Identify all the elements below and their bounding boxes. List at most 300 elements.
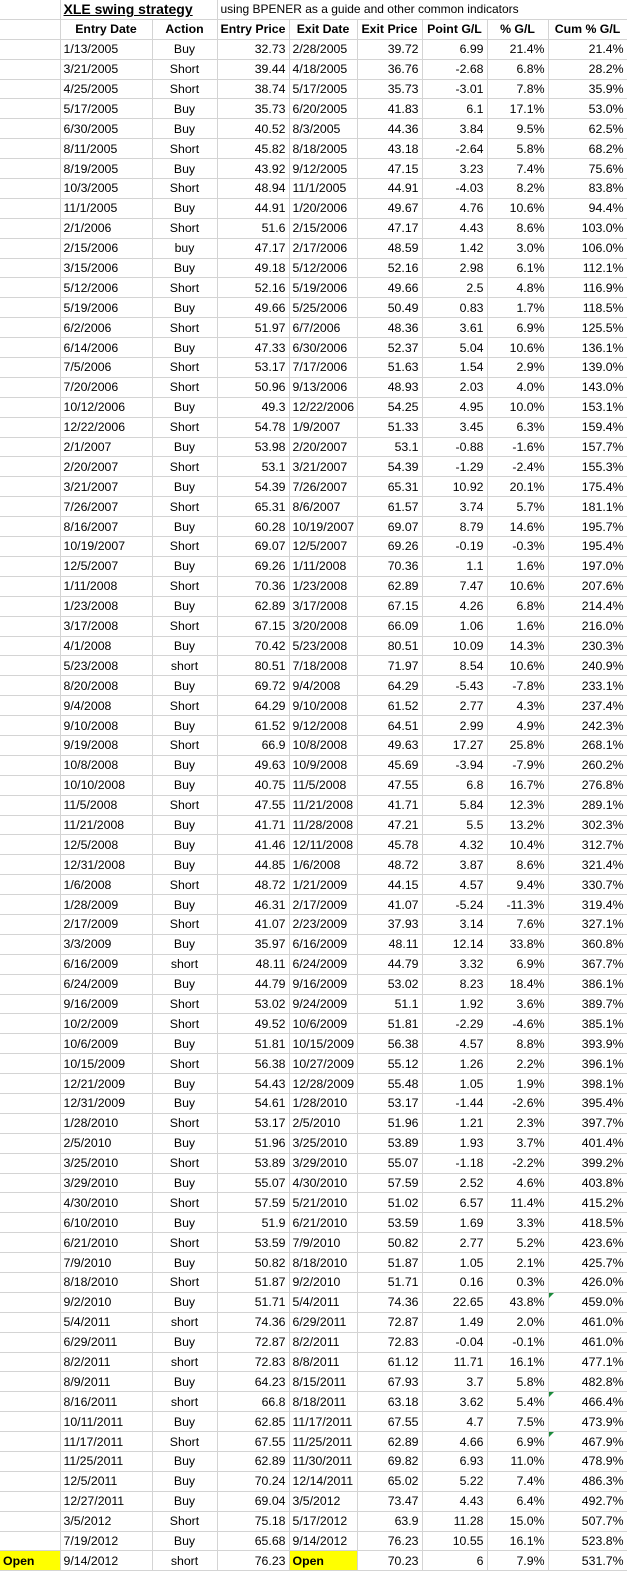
cell-exit-price[interactable]: 48.93: [357, 377, 422, 397]
cell-point-gl[interactable]: 10.55: [422, 1531, 487, 1551]
cell[interactable]: [0, 1093, 60, 1113]
cell-point-gl[interactable]: 1.1: [422, 556, 487, 576]
cell-entry-date[interactable]: 12/27/2011: [60, 1491, 152, 1511]
cell-exit-price[interactable]: 65.02: [357, 1471, 422, 1491]
cell-entry-date[interactable]: 8/2/2011: [60, 1352, 152, 1372]
cell-action[interactable]: Short: [152, 79, 217, 99]
cell-exit-date[interactable]: 1/6/2008: [289, 855, 357, 875]
cell-exit-price[interactable]: 52.16: [357, 258, 422, 278]
header-entry-date[interactable]: Entry Date: [60, 19, 152, 39]
cell-pct-gl[interactable]: 15.0%: [487, 1511, 548, 1531]
cell-exit-date[interactable]: 8/18/2011: [289, 1392, 357, 1412]
cell-entry-price[interactable]: 76.23: [217, 1551, 289, 1571]
cell-exit-date[interactable]: 2/17/2009: [289, 895, 357, 915]
cell-pct-gl[interactable]: 6.3%: [487, 417, 548, 437]
cell-action[interactable]: Short: [152, 914, 217, 934]
cell-pct-gl[interactable]: 4.8%: [487, 278, 548, 298]
cell-point-gl[interactable]: 8.54: [422, 656, 487, 676]
cell-exit-date[interactable]: 4/30/2010: [289, 1173, 357, 1193]
cell-cum-pct-gl[interactable]: 35.9%: [548, 79, 627, 99]
cell[interactable]: [0, 0, 60, 19]
cell-cum-pct-gl[interactable]: 477.1%: [548, 1352, 627, 1372]
cell-exit-price[interactable]: 69.26: [357, 537, 422, 557]
cell-point-gl[interactable]: 4.57: [422, 875, 487, 895]
cell-action[interactable]: Buy: [152, 198, 217, 218]
cell-action[interactable]: Short: [152, 795, 217, 815]
cell-pct-gl[interactable]: 12.3%: [487, 795, 548, 815]
cell-exit-date[interactable]: 4/18/2005: [289, 59, 357, 79]
cell-exit-date[interactable]: 12/11/2008: [289, 835, 357, 855]
cell-cum-pct-gl[interactable]: 395.4%: [548, 1093, 627, 1113]
cell-entry-price[interactable]: 49.63: [217, 755, 289, 775]
cell-entry-date[interactable]: 9/16/2009: [60, 994, 152, 1014]
cell-cum-pct-gl[interactable]: 103.0%: [548, 218, 627, 238]
cell-entry-price[interactable]: 66.9: [217, 735, 289, 755]
cell-entry-price[interactable]: 54.78: [217, 417, 289, 437]
cell-entry-price[interactable]: 53.59: [217, 1233, 289, 1253]
cell-entry-date[interactable]: 1/11/2008: [60, 576, 152, 596]
cell-point-gl[interactable]: 4.26: [422, 596, 487, 616]
cell-pct-gl[interactable]: 5.7%: [487, 497, 548, 517]
cell-exit-date[interactable]: 9/4/2008: [289, 676, 357, 696]
cell-action[interactable]: Buy: [152, 934, 217, 954]
cell[interactable]: [0, 99, 60, 119]
cell-entry-price[interactable]: 46.31: [217, 895, 289, 915]
cell-exit-price[interactable]: 48.36: [357, 318, 422, 338]
cell-point-gl[interactable]: 4.32: [422, 835, 487, 855]
cell-point-gl[interactable]: 1.06: [422, 616, 487, 636]
cell-point-gl[interactable]: -3.94: [422, 755, 487, 775]
cell-cum-pct-gl[interactable]: 181.1%: [548, 497, 627, 517]
cell[interactable]: [0, 119, 60, 139]
cell-exit-date[interactable]: 8/6/2007: [289, 497, 357, 517]
cell-exit-date[interactable]: 1/28/2010: [289, 1093, 357, 1113]
cell[interactable]: [0, 1153, 60, 1173]
cell-exit-price[interactable]: 76.23: [357, 1531, 422, 1551]
header-entry-price[interactable]: Entry Price: [217, 19, 289, 39]
cell-exit-date[interactable]: 6/30/2006: [289, 338, 357, 358]
cell-point-gl[interactable]: 1.54: [422, 358, 487, 378]
cell-pct-gl[interactable]: 1.6%: [487, 616, 548, 636]
cell-entry-date[interactable]: 8/18/2010: [60, 1273, 152, 1293]
cell-entry-date[interactable]: 3/29/2010: [60, 1173, 152, 1193]
cell-pct-gl[interactable]: 7.8%: [487, 79, 548, 99]
cell[interactable]: [0, 954, 60, 974]
cell-entry-price[interactable]: 35.73: [217, 99, 289, 119]
cell-pct-gl[interactable]: 5.4%: [487, 1392, 548, 1412]
cell-exit-date[interactable]: 1/23/2008: [289, 576, 357, 596]
cell[interactable]: [0, 994, 60, 1014]
cell-action[interactable]: Buy: [152, 855, 217, 875]
cell-point-gl[interactable]: 5.5: [422, 815, 487, 835]
cell-point-gl[interactable]: 11.71: [422, 1352, 487, 1372]
cell-entry-date[interactable]: 1/6/2008: [60, 875, 152, 895]
cell-exit-price[interactable]: 64.51: [357, 716, 422, 736]
cell[interactable]: [0, 1133, 60, 1153]
cell-cum-pct-gl[interactable]: 106.0%: [548, 238, 627, 258]
cell-entry-price[interactable]: 40.52: [217, 119, 289, 139]
cell-exit-price[interactable]: 41.71: [357, 795, 422, 815]
cell-entry-date[interactable]: 8/11/2005: [60, 139, 152, 159]
cell-entry-price[interactable]: 38.74: [217, 79, 289, 99]
cell-entry-date[interactable]: 3/15/2006: [60, 258, 152, 278]
cell-point-gl[interactable]: 8.23: [422, 974, 487, 994]
cell-entry-price[interactable]: 53.98: [217, 437, 289, 457]
cell-pct-gl[interactable]: 6.9%: [487, 318, 548, 338]
cell-cum-pct-gl[interactable]: 459.0%: [548, 1292, 627, 1312]
cell-cum-pct-gl[interactable]: 230.3%: [548, 636, 627, 656]
cell-cum-pct-gl[interactable]: 237.4%: [548, 696, 627, 716]
cell-exit-price[interactable]: 57.59: [357, 1173, 422, 1193]
cell-entry-price[interactable]: 53.89: [217, 1153, 289, 1173]
cell-pct-gl[interactable]: -4.6%: [487, 1014, 548, 1034]
cell-point-gl[interactable]: 12.14: [422, 934, 487, 954]
cell-point-gl[interactable]: 0.83: [422, 298, 487, 318]
cell-exit-price[interactable]: 54.39: [357, 457, 422, 477]
cell-pct-gl[interactable]: 16.7%: [487, 775, 548, 795]
cell[interactable]: [0, 139, 60, 159]
cell-pct-gl[interactable]: 8.6%: [487, 218, 548, 238]
cell-entry-date[interactable]: 12/31/2009: [60, 1093, 152, 1113]
cell[interactable]: [0, 397, 60, 417]
cell-exit-price[interactable]: 47.21: [357, 815, 422, 835]
cell-entry-date[interactable]: 10/10/2008: [60, 775, 152, 795]
header-pct-gl[interactable]: % G/L: [487, 19, 548, 39]
cell-entry-date[interactable]: 3/17/2008: [60, 616, 152, 636]
cell-point-gl[interactable]: 3.23: [422, 159, 487, 179]
cell-cum-pct-gl[interactable]: 423.6%: [548, 1233, 627, 1253]
cell[interactable]: [0, 358, 60, 378]
cell-entry-price[interactable]: 51.97: [217, 318, 289, 338]
cell-pct-gl[interactable]: -0.3%: [487, 537, 548, 557]
cell-exit-price[interactable]: 63.18: [357, 1392, 422, 1412]
cell-action[interactable]: Buy: [152, 477, 217, 497]
cell-cum-pct-gl[interactable]: 68.2%: [548, 139, 627, 159]
cell-entry-price[interactable]: 40.75: [217, 775, 289, 795]
cell-exit-price[interactable]: 55.12: [357, 1054, 422, 1074]
cell-exit-price[interactable]: 44.79: [357, 954, 422, 974]
cell-exit-date[interactable]: 7/18/2008: [289, 656, 357, 676]
cell-exit-price[interactable]: 55.48: [357, 1074, 422, 1094]
cell-entry-date[interactable]: 10/19/2007: [60, 537, 152, 557]
cell-exit-date[interactable]: 5/17/2005: [289, 79, 357, 99]
cell-entry-price[interactable]: 61.52: [217, 716, 289, 736]
cell-pct-gl[interactable]: 10.6%: [487, 198, 548, 218]
cell-cum-pct-gl[interactable]: 403.8%: [548, 1173, 627, 1193]
cell-point-gl[interactable]: -1.44: [422, 1093, 487, 1113]
cell-point-gl[interactable]: 11.28: [422, 1511, 487, 1531]
cell[interactable]: [0, 457, 60, 477]
cell-pct-gl[interactable]: 6.9%: [487, 954, 548, 974]
cell-exit-price[interactable]: 52.37: [357, 338, 422, 358]
cell-cum-pct-gl[interactable]: 155.3%: [548, 457, 627, 477]
cell-entry-price[interactable]: 50.82: [217, 1253, 289, 1273]
cell-cum-pct-gl[interactable]: 531.7%: [548, 1551, 627, 1571]
cell-action[interactable]: Buy: [152, 1531, 217, 1551]
cell-action[interactable]: Buy: [152, 716, 217, 736]
cell-pct-gl[interactable]: 17.1%: [487, 99, 548, 119]
cell-pct-gl[interactable]: 11.4%: [487, 1193, 548, 1213]
cell-pct-gl[interactable]: 4.9%: [487, 716, 548, 736]
cell-pct-gl[interactable]: 10.4%: [487, 835, 548, 855]
cell-entry-date[interactable]: 12/5/2008: [60, 835, 152, 855]
cell-pct-gl[interactable]: -2.2%: [487, 1153, 548, 1173]
cell-action[interactable]: Short: [152, 1273, 217, 1293]
cell-pct-gl[interactable]: 6.8%: [487, 596, 548, 616]
open-label[interactable]: Open: [0, 1551, 60, 1571]
cell[interactable]: [0, 855, 60, 875]
cell-action[interactable]: Buy: [152, 1173, 217, 1193]
cell-entry-date[interactable]: 3/25/2010: [60, 1153, 152, 1173]
cell-pct-gl[interactable]: 1.7%: [487, 298, 548, 318]
cell-exit-price[interactable]: 50.49: [357, 298, 422, 318]
cell-entry-date[interactable]: 2/17/2009: [60, 914, 152, 934]
cell-cum-pct-gl[interactable]: 242.3%: [548, 716, 627, 736]
cell-entry-price[interactable]: 54.43: [217, 1074, 289, 1094]
cell-point-gl[interactable]: 4.43: [422, 1491, 487, 1511]
cell-exit-date[interactable]: 6/7/2006: [289, 318, 357, 338]
cell-point-gl[interactable]: 1.05: [422, 1253, 487, 1273]
cell-action[interactable]: Buy: [152, 1412, 217, 1432]
cell-cum-pct-gl[interactable]: 143.0%: [548, 377, 627, 397]
cell-pct-gl[interactable]: -1.6%: [487, 437, 548, 457]
cell-action[interactable]: Buy: [152, 636, 217, 656]
cell-cum-pct-gl[interactable]: 415.2%: [548, 1193, 627, 1213]
cell-pct-gl[interactable]: 6.9%: [487, 1432, 548, 1452]
cell[interactable]: [0, 755, 60, 775]
cell-pct-gl[interactable]: 5.2%: [487, 1233, 548, 1253]
cell-entry-date[interactable]: 7/5/2006: [60, 358, 152, 378]
cell-exit-date[interactable]: 1/21/2009: [289, 875, 357, 895]
cell-entry-date[interactable]: 7/9/2010: [60, 1253, 152, 1273]
cell-exit-date[interactable]: 7/17/2006: [289, 358, 357, 378]
cell-pct-gl[interactable]: 3.7%: [487, 1133, 548, 1153]
cell-action[interactable]: Short: [152, 377, 217, 397]
cell-exit-price[interactable]: 49.63: [357, 735, 422, 755]
cell-pct-gl[interactable]: 1.9%: [487, 1074, 548, 1094]
cell-point-gl[interactable]: -2.29: [422, 1014, 487, 1034]
cell-pct-gl[interactable]: 33.8%: [487, 934, 548, 954]
cell-action[interactable]: Buy: [152, 1372, 217, 1392]
cell-action[interactable]: Buy: [152, 1471, 217, 1491]
cell-entry-price[interactable]: 51.9: [217, 1213, 289, 1233]
cell-pct-gl[interactable]: 1.6%: [487, 556, 548, 576]
cell-exit-date[interactable]: 6/20/2005: [289, 99, 357, 119]
cell-action[interactable]: Short: [152, 139, 217, 159]
cell-pct-gl[interactable]: 2.0%: [487, 1312, 548, 1332]
cell[interactable]: [0, 497, 60, 517]
cell-cum-pct-gl[interactable]: 467.9%: [548, 1432, 627, 1452]
cell-pct-gl[interactable]: 4.6%: [487, 1173, 548, 1193]
cell-cum-pct-gl[interactable]: 216.0%: [548, 616, 627, 636]
cell-exit-date[interactable]: 8/2/2011: [289, 1332, 357, 1352]
cell-action[interactable]: Short: [152, 616, 217, 636]
cell-exit-price[interactable]: 64.29: [357, 676, 422, 696]
cell-entry-price[interactable]: 54.39: [217, 477, 289, 497]
cell-exit-date[interactable]: 5/23/2008: [289, 636, 357, 656]
cell-point-gl[interactable]: 5.04: [422, 338, 487, 358]
cell-action[interactable]: Buy: [152, 119, 217, 139]
cell-exit-date[interactable]: 1/11/2008: [289, 556, 357, 576]
cell-exit-price[interactable]: 50.82: [357, 1233, 422, 1253]
cell-action[interactable]: Short: [152, 1054, 217, 1074]
cell-point-gl[interactable]: 2.52: [422, 1173, 487, 1193]
cell-entry-date[interactable]: 1/13/2005: [60, 39, 152, 59]
cell-exit-price[interactable]: 51.81: [357, 1014, 422, 1034]
cell-pct-gl[interactable]: 6.1%: [487, 258, 548, 278]
cell[interactable]: [0, 338, 60, 358]
cell-action[interactable]: Short: [152, 994, 217, 1014]
cell-entry-price[interactable]: 55.07: [217, 1173, 289, 1193]
cell-pct-gl[interactable]: 7.4%: [487, 1471, 548, 1491]
cell-entry-date[interactable]: 3/3/2009: [60, 934, 152, 954]
cell-cum-pct-gl[interactable]: 21.4%: [548, 39, 627, 59]
cell-entry-price[interactable]: 49.3: [217, 397, 289, 417]
cell-exit-date[interactable]: 12/5/2007: [289, 537, 357, 557]
cell-exit-date[interactable]: 12/14/2011: [289, 1471, 357, 1491]
cell-exit-price[interactable]: 45.78: [357, 835, 422, 855]
cell-exit-date[interactable]: 7/26/2007: [289, 477, 357, 497]
cell-exit-date[interactable]: 8/8/2011: [289, 1352, 357, 1372]
cell-entry-price[interactable]: 47.17: [217, 238, 289, 258]
cell-exit-price[interactable]: 44.36: [357, 119, 422, 139]
cell-action[interactable]: Buy: [152, 1093, 217, 1113]
cell-point-gl[interactable]: 2.5: [422, 278, 487, 298]
cell-entry-price[interactable]: 54.61: [217, 1093, 289, 1113]
cell-cum-pct-gl[interactable]: 94.4%: [548, 198, 627, 218]
cell-action[interactable]: Short: [152, 1113, 217, 1133]
cell-cum-pct-gl[interactable]: 486.3%: [548, 1471, 627, 1491]
cell-exit-date[interactable]: 1/9/2007: [289, 417, 357, 437]
cell-exit-price[interactable]: 45.69: [357, 755, 422, 775]
cell-entry-date[interactable]: 3/21/2007: [60, 477, 152, 497]
cell-exit-date[interactable]: 9/2/2010: [289, 1273, 357, 1293]
cell-exit-price[interactable]: 35.73: [357, 79, 422, 99]
cell-exit-price[interactable]: 41.07: [357, 895, 422, 915]
cell-pct-gl[interactable]: 4.0%: [487, 377, 548, 397]
cell-entry-date[interactable]: 12/21/2009: [60, 1074, 152, 1094]
cell-entry-date[interactable]: 8/20/2008: [60, 676, 152, 696]
cell-entry-price[interactable]: 51.71: [217, 1292, 289, 1312]
cell-point-gl[interactable]: 3.87: [422, 855, 487, 875]
cell-pct-gl[interactable]: 7.5%: [487, 1412, 548, 1432]
cell-pct-gl[interactable]: -0.1%: [487, 1332, 548, 1352]
cell-exit-price[interactable]: 61.57: [357, 497, 422, 517]
cell[interactable]: [0, 696, 60, 716]
cell-entry-date[interactable]: 10/12/2006: [60, 397, 152, 417]
cell[interactable]: [0, 298, 60, 318]
cell-action[interactable]: Buy: [152, 1133, 217, 1153]
cell-pct-gl[interactable]: 10.6%: [487, 338, 548, 358]
cell-point-gl[interactable]: 6: [422, 1551, 487, 1571]
cell-cum-pct-gl[interactable]: 195.7%: [548, 517, 627, 537]
cell-entry-date[interactable]: 7/20/2006: [60, 377, 152, 397]
cell-entry-price[interactable]: 51.81: [217, 1034, 289, 1054]
cell-pct-gl[interactable]: 10.6%: [487, 656, 548, 676]
cell-exit-price[interactable]: 61.52: [357, 696, 422, 716]
cell[interactable]: [0, 656, 60, 676]
cell-entry-date[interactable]: 9/19/2008: [60, 735, 152, 755]
cell[interactable]: [0, 1352, 60, 1372]
cell-entry-date[interactable]: 1/23/2008: [60, 596, 152, 616]
cell-entry-date[interactable]: 6/29/2011: [60, 1332, 152, 1352]
cell-pct-gl[interactable]: 13.2%: [487, 815, 548, 835]
cell[interactable]: [0, 1233, 60, 1253]
cell-action[interactable]: Buy: [152, 775, 217, 795]
cell-pct-gl[interactable]: 6.8%: [487, 59, 548, 79]
cell-pct-gl[interactable]: 7.9%: [487, 1551, 548, 1571]
cell-action[interactable]: Buy: [152, 1491, 217, 1511]
cell-entry-date[interactable]: 8/19/2005: [60, 159, 152, 179]
cell-point-gl[interactable]: 4.76: [422, 198, 487, 218]
cell-exit-date[interactable]: 8/18/2005: [289, 139, 357, 159]
cell-exit-price[interactable]: 72.83: [357, 1332, 422, 1352]
cell-exit-price[interactable]: 53.17: [357, 1093, 422, 1113]
cell-exit-price[interactable]: 66.09: [357, 616, 422, 636]
cell-point-gl[interactable]: 1.93: [422, 1133, 487, 1153]
cell-point-gl[interactable]: 1.21: [422, 1113, 487, 1133]
cell-pct-gl[interactable]: 5.8%: [487, 139, 548, 159]
cell-entry-price[interactable]: 72.83: [217, 1352, 289, 1372]
cell-exit-price[interactable]: 51.33: [357, 417, 422, 437]
cell-point-gl[interactable]: 5.84: [422, 795, 487, 815]
cell-cum-pct-gl[interactable]: 401.4%: [548, 1133, 627, 1153]
cell-cum-pct-gl[interactable]: 461.0%: [548, 1332, 627, 1352]
cell-exit-date[interactable]: 5/12/2006: [289, 258, 357, 278]
cell[interactable]: [0, 815, 60, 835]
cell-entry-date[interactable]: 11/5/2008: [60, 795, 152, 815]
cell-pct-gl[interactable]: -7.8%: [487, 676, 548, 696]
cell-point-gl[interactable]: 1.49: [422, 1312, 487, 1332]
cell-exit-date[interactable]: 2/17/2006: [289, 238, 357, 258]
cell-entry-price[interactable]: 48.94: [217, 179, 289, 199]
cell-action[interactable]: Short: [152, 875, 217, 895]
cell-cum-pct-gl[interactable]: 125.5%: [548, 318, 627, 338]
cell-entry-price[interactable]: 45.82: [217, 139, 289, 159]
cell-entry-date[interactable]: 10/15/2009: [60, 1054, 152, 1074]
cell-entry-price[interactable]: 51.6: [217, 218, 289, 238]
cell-point-gl[interactable]: 5.22: [422, 1471, 487, 1491]
cell-action[interactable]: Short: [152, 417, 217, 437]
cell-entry-price[interactable]: 57.59: [217, 1193, 289, 1213]
cell[interactable]: [0, 537, 60, 557]
cell-exit-price[interactable]: 70.23: [357, 1551, 422, 1571]
cell-cum-pct-gl[interactable]: 507.7%: [548, 1511, 627, 1531]
cell-exit-price[interactable]: 63.9: [357, 1511, 422, 1531]
cell-entry-price[interactable]: 53.17: [217, 358, 289, 378]
cell-exit-price[interactable]: 44.15: [357, 875, 422, 895]
cell-cum-pct-gl[interactable]: 360.8%: [548, 934, 627, 954]
cell-cum-pct-gl[interactable]: 312.7%: [548, 835, 627, 855]
cell-exit-date[interactable]: 11/1/2005: [289, 179, 357, 199]
cell-entry-date[interactable]: 4/30/2010: [60, 1193, 152, 1213]
cell-cum-pct-gl[interactable]: 276.8%: [548, 775, 627, 795]
cell[interactable]: [0, 974, 60, 994]
cell-action[interactable]: Short: [152, 1193, 217, 1213]
cell-entry-price[interactable]: 62.85: [217, 1412, 289, 1432]
cell-pct-gl[interactable]: 6.4%: [487, 1491, 548, 1511]
cell-point-gl[interactable]: 6.57: [422, 1193, 487, 1213]
cell-cum-pct-gl[interactable]: 478.9%: [548, 1452, 627, 1472]
cell-action[interactable]: Short: [152, 59, 217, 79]
cell-exit-date[interactable]: 9/14/2012: [289, 1531, 357, 1551]
cell-exit-price[interactable]: 48.59: [357, 238, 422, 258]
cell-action[interactable]: Short: [152, 218, 217, 238]
cell-pct-gl[interactable]: 43.8%: [487, 1292, 548, 1312]
cell-pct-gl[interactable]: 8.2%: [487, 179, 548, 199]
cell-pct-gl[interactable]: 16.1%: [487, 1531, 548, 1551]
cell-exit-date[interactable]: 12/28/2009: [289, 1074, 357, 1094]
